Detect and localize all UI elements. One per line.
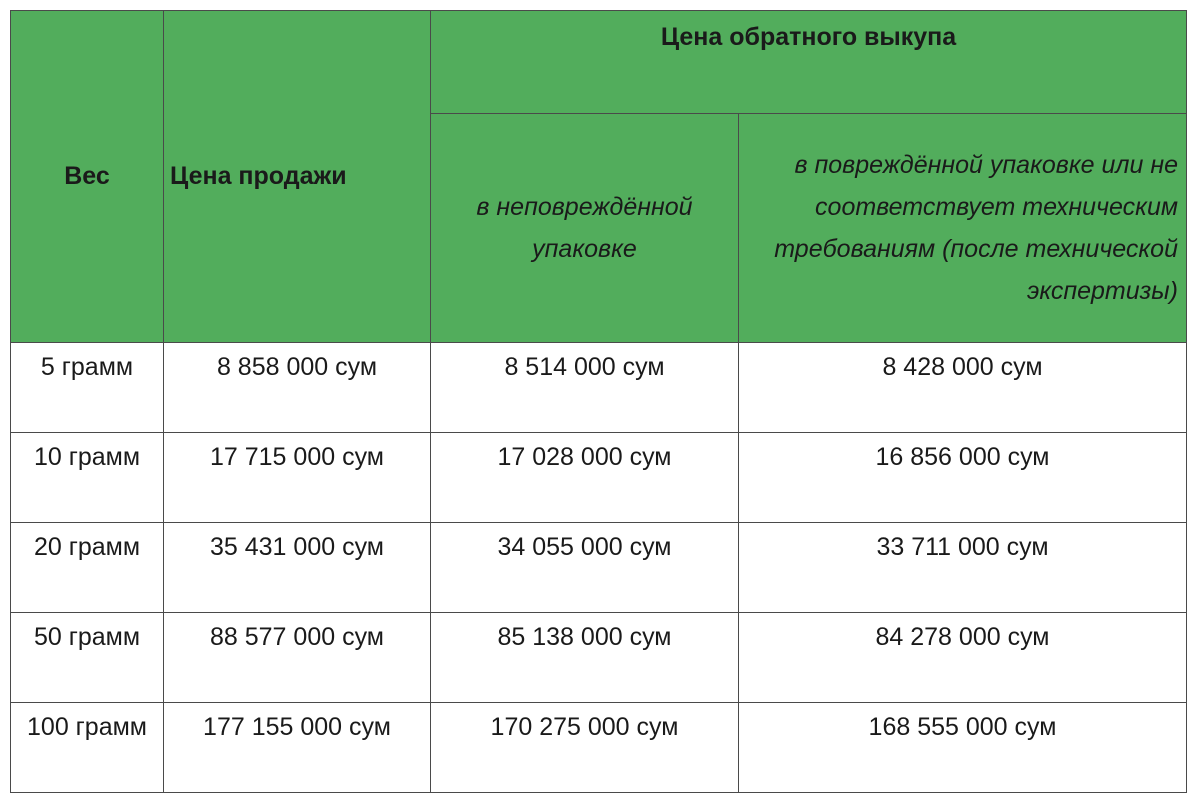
cell-intact-price: 34 055 000 сум <box>431 523 739 613</box>
cell-damaged-price: 168 555 000 сум <box>739 703 1187 793</box>
table-row <box>11 433 1187 523</box>
header-damaged-package: в повреждённой упаковке или не соответствует техническим требованиям (после технической экспертизы) <box>739 114 1187 343</box>
header-intact-package: в неповреждённой упаковке <box>431 114 739 343</box>
cell-intact-price: 8 514 000 сум <box>431 343 739 433</box>
cell-weight: 10 грамм <box>11 433 164 523</box>
cell-sale-price: 88 577 000 сум <box>164 613 431 703</box>
cell-sale-price: 35 431 000 сум <box>164 523 431 613</box>
cell-damaged-price: 8 428 000 сум <box>739 343 1187 433</box>
cell-damaged-price: 33 711 000 сум <box>739 523 1187 613</box>
cell-weight: 50 грамм <box>11 613 164 703</box>
header-buyback-price: Цена обратного выкупа <box>431 11 1187 114</box>
cell-sale-price: 17 715 000 сум <box>164 433 431 523</box>
cell-weight: 20 грамм <box>11 523 164 613</box>
header-sale-price: Цена продажи <box>164 11 431 343</box>
price-table <box>10 10 1187 793</box>
cell-weight: 100 грамм <box>11 703 164 793</box>
table-row <box>11 703 1187 793</box>
header-row <box>11 11 1187 114</box>
cell-intact-price: 170 275 000 сум <box>431 703 739 793</box>
cell-weight: 5 грамм <box>11 343 164 433</box>
cell-intact-price: 17 028 000 сум <box>431 433 739 523</box>
header-weight: Вес <box>11 11 164 343</box>
cell-damaged-price: 84 278 000 сум <box>739 613 1187 703</box>
cell-intact-price: 85 138 000 сум <box>431 613 739 703</box>
table-row <box>11 613 1187 703</box>
cell-sale-price: 177 155 000 сум <box>164 703 431 793</box>
table-row <box>11 343 1187 433</box>
cell-damaged-price: 16 856 000 сум <box>739 433 1187 523</box>
cell-sale-price: 8 858 000 сум <box>164 343 431 433</box>
table-row <box>11 523 1187 613</box>
